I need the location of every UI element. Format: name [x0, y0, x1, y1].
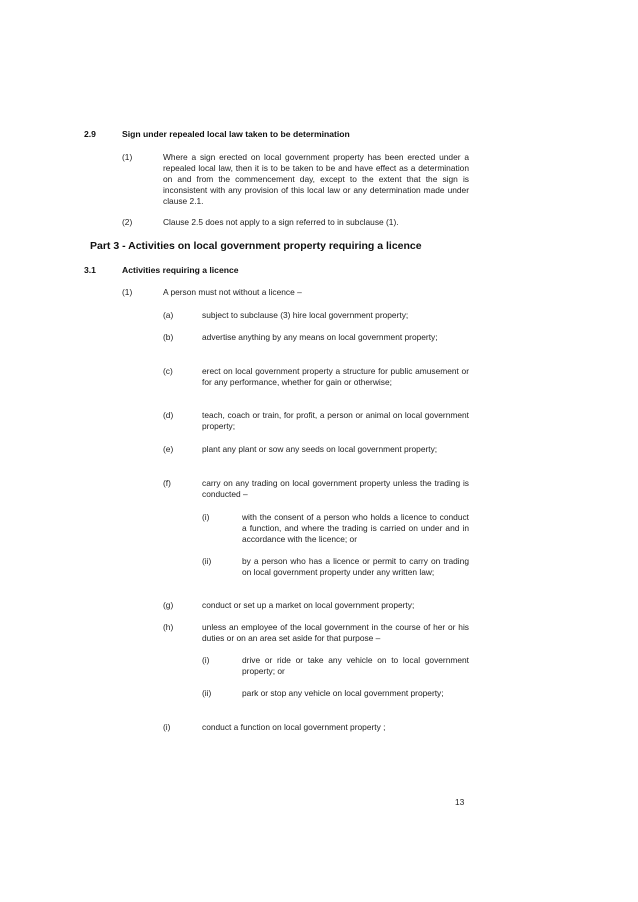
subitem-text: unless an employee of the local government in the course of her or his duties or on an area set aside for that purpose –: [202, 622, 469, 643]
subsubitem-label: (ii): [202, 556, 212, 566]
subitem-text: advertise anything by any means on local government property;: [202, 332, 438, 342]
subsubitem-label: (i): [202, 655, 210, 665]
page-number: 13: [455, 797, 465, 807]
subitem-text: conduct a function on local government property ;: [202, 722, 386, 732]
subitem-label: (c): [163, 366, 173, 376]
subitem-text: teach, coach or train, for profit, a person or animal on local government property;: [202, 410, 469, 431]
subitem-text: plant any plant or sow any seeds on local government property;: [202, 444, 438, 454]
subitem-text: carry on any trading on local government property unless the trading is conducted –: [202, 478, 469, 499]
item-label: (1): [122, 152, 133, 162]
subitem-label: (g): [163, 600, 174, 610]
item-label: (1): [122, 287, 133, 297]
subitem-label: (a): [163, 310, 174, 320]
subitem-label: (i): [163, 722, 171, 732]
subitem-label: (e): [163, 444, 174, 454]
subitem-label: (d): [163, 410, 174, 420]
subitem-label: (b): [163, 332, 174, 342]
item-label: (2): [122, 217, 133, 227]
subsubitem-text: by a person who has a licence or permit to carry on trading on local government property under any written law;: [242, 556, 469, 577]
section-number: 2.9: [84, 129, 96, 139]
subsubitem-label: (ii): [202, 688, 212, 698]
part-heading: Part 3 - Activities on local government property requiring a licence: [90, 240, 422, 252]
subsubitem-text: with the consent of a person who holds a licence to conduct a function, and where the trading is carried on under and in accordance with the licence; or: [242, 512, 469, 544]
section-title: Sign under repealed local law taken to be determination: [122, 129, 350, 139]
subitem-text: erect on local government property a structure for public amusement or for any performance, whether for gain or otherwise;: [202, 366, 469, 387]
subitem-text: conduct or set up a market on local government property;: [202, 600, 415, 610]
subsubitem-text: park or stop any vehicle on local government property;: [242, 688, 444, 698]
subitem-text: subject to subclause (3) hire local government property;: [202, 310, 409, 320]
section-title: Activities requiring a licence: [122, 265, 239, 275]
subitem-label: (h): [163, 622, 174, 632]
section-number: 3.1: [84, 265, 96, 275]
item-text: Where a sign erected on local government property has been erected under a repealed local law, then it is to be taken to be and have effect as a determination on and from the commencement day, except to the extent that the sign is inconsistent with any provision of this local law or any determination made under clause 2.1.: [163, 152, 469, 206]
item-text: A person must not without a licence –: [163, 287, 302, 297]
subitem-label: (f): [163, 478, 171, 488]
item-text: Clause 2.5 does not apply to a sign referred to in subclause (1).: [163, 217, 399, 227]
subsubitem-label: (i): [202, 512, 210, 522]
subsubitem-text: drive or ride or take any vehicle on to local government property; or: [242, 655, 469, 676]
